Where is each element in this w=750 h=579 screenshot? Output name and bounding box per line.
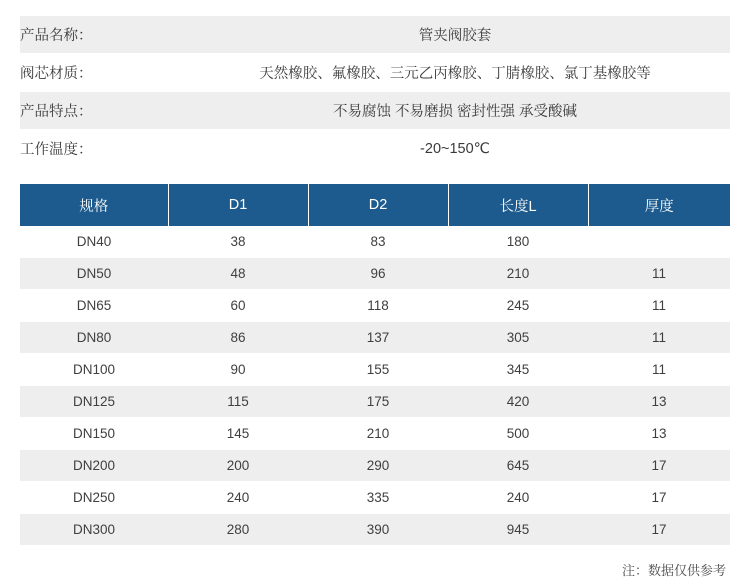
dimension-table	[20, 184, 730, 546]
cell-length: 240	[448, 482, 588, 514]
spec-row-temperature	[20, 130, 730, 168]
column-header-d2: D2	[308, 184, 448, 226]
cell-spec: DN250	[20, 482, 168, 514]
cell-d2: 210	[308, 418, 448, 450]
cell-thickness: 13	[588, 418, 730, 450]
spec-value-product-name: 管夹阀胶套	[180, 16, 730, 54]
spec-row-product-name	[20, 16, 730, 54]
dimension-table-wrapper	[20, 184, 730, 546]
cell-d1: 240	[168, 482, 308, 514]
spec-value-temperature: -20~150℃	[180, 130, 730, 168]
dimension-table-header-row	[20, 184, 730, 226]
cell-thickness: 17	[588, 514, 730, 546]
table-row	[20, 322, 730, 354]
cell-length: 945	[448, 514, 588, 546]
table-row	[20, 418, 730, 450]
cell-d2: 137	[308, 322, 448, 354]
cell-thickness: 11	[588, 354, 730, 386]
cell-d2: 155	[308, 354, 448, 386]
column-header-length: 长度L	[448, 184, 588, 226]
cell-thickness: 17	[588, 450, 730, 482]
spec-value-core-material: 天然橡胶、氟橡胶、三元乙丙橡胶、丁腈橡胶、氯丁基橡胶等	[180, 54, 730, 92]
cell-d2: 175	[308, 386, 448, 418]
cell-thickness: 13	[588, 386, 730, 418]
spec-label-core-material: 阀芯材质：	[20, 54, 180, 92]
spec-row-core-material	[20, 54, 730, 92]
cell-spec: DN40	[20, 226, 168, 258]
cell-spec: DN125	[20, 386, 168, 418]
cell-d1: 115	[168, 386, 308, 418]
cell-d1: 60	[168, 290, 308, 322]
cell-length: 180	[448, 226, 588, 258]
product-spec-table	[20, 16, 730, 168]
cell-d2: 390	[308, 514, 448, 546]
cell-spec: DN200	[20, 450, 168, 482]
spec-value-features: 不易腐蚀 不易磨损 密封性强 承受酸碱	[180, 92, 730, 130]
cell-d1: 200	[168, 450, 308, 482]
cell-d1: 145	[168, 418, 308, 450]
cell-d2: 290	[308, 450, 448, 482]
table-row	[20, 386, 730, 418]
cell-spec: DN100	[20, 354, 168, 386]
cell-spec: DN150	[20, 418, 168, 450]
table-row	[20, 226, 730, 258]
column-header-d1: D1	[168, 184, 308, 226]
table-row	[20, 482, 730, 514]
cell-length: 645	[448, 450, 588, 482]
cell-length: 500	[448, 418, 588, 450]
cell-length: 420	[448, 386, 588, 418]
cell-length: 305	[448, 322, 588, 354]
column-header-thickness: 厚度	[588, 184, 730, 226]
spec-label-features: 产品特点：	[20, 92, 180, 130]
table-row	[20, 514, 730, 546]
cell-thickness: 11	[588, 290, 730, 322]
cell-d1: 280	[168, 514, 308, 546]
cell-spec: DN80	[20, 322, 168, 354]
cell-d2: 335	[308, 482, 448, 514]
cell-d1: 48	[168, 258, 308, 290]
table-row	[20, 258, 730, 290]
cell-spec: DN50	[20, 258, 168, 290]
spec-row-features	[20, 92, 730, 130]
cell-length: 245	[448, 290, 588, 322]
cell-d1: 38	[168, 226, 308, 258]
cell-d1: 90	[168, 354, 308, 386]
cell-thickness: 11	[588, 258, 730, 290]
cell-d2: 96	[308, 258, 448, 290]
table-footnote: 注：数据仅供参考	[621, 563, 726, 578]
cell-length: 210	[448, 258, 588, 290]
cell-thickness	[588, 226, 730, 258]
table-row	[20, 354, 730, 386]
table-row	[20, 290, 730, 322]
cell-thickness: 17	[588, 482, 730, 514]
cell-d1: 86	[168, 322, 308, 354]
cell-d2: 118	[308, 290, 448, 322]
spec-label-product-name: 产品名称：	[20, 16, 180, 54]
cell-length: 345	[448, 354, 588, 386]
cell-thickness: 11	[588, 322, 730, 354]
table-row	[20, 450, 730, 482]
spec-label-temperature: 工作温度：	[20, 130, 180, 168]
column-header-spec: 规格	[20, 184, 168, 226]
cell-d2: 83	[308, 226, 448, 258]
cell-spec: DN65	[20, 290, 168, 322]
cell-spec: DN300	[20, 514, 168, 546]
